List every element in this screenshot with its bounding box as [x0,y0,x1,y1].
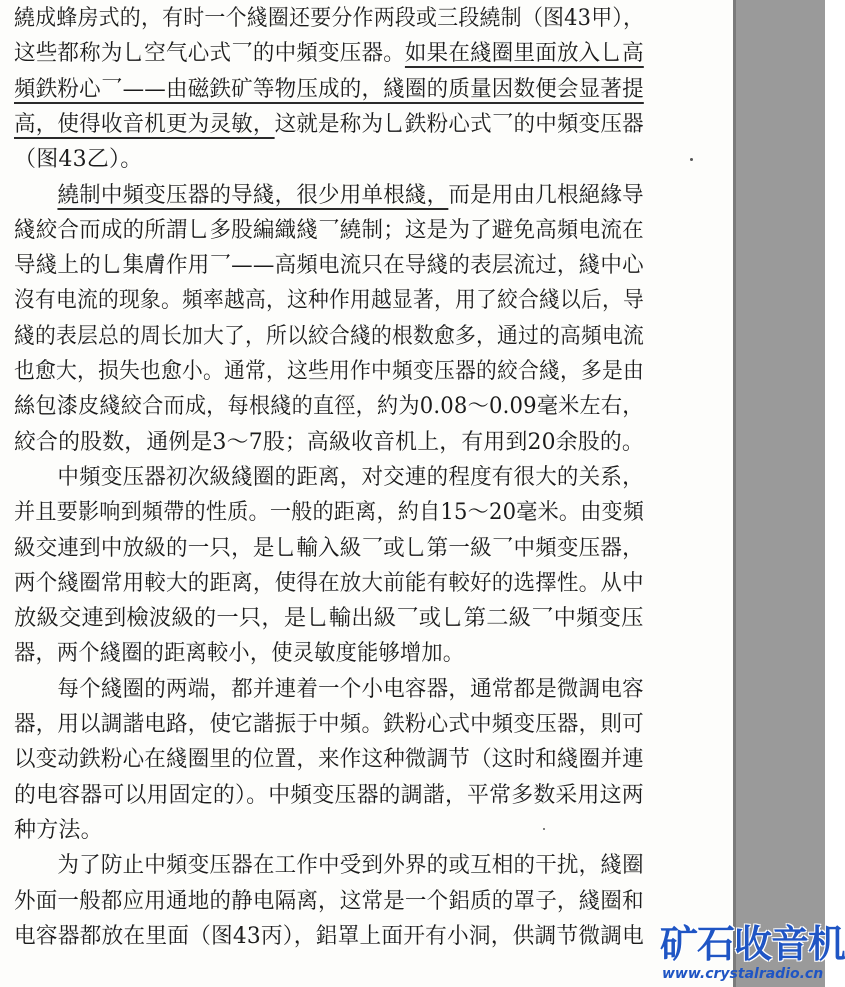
text-line: 綫的表层总的周长加大了，所以絞合綫的根数愈多，通过的高頻电流 [14,323,645,349]
watermark-url: www.crystalradio.cn [662,966,824,982]
text-line: 繞成蜂房式的，有时一个綫圈还要分作两段或三段繞制（图43甲）， [14,6,645,31]
underlined-text: 高，使得收音机更为灵敏， [14,111,275,137]
text-line: 也愈大，损失也愈小。通常，这些用作中頻变压器的絞合綫，多是由 [14,359,645,384]
scan-speck [690,158,693,161]
scan-speck [543,828,545,830]
site-watermark [660,922,845,985]
text-line [14,75,658,105]
text-line: 綫絞合而成的所謂乚多股編織綫乛繞制；这是为了避免高頻电流在 [14,217,644,243]
text-line: 这些都称为乚空气心式乛的中頻变压器。如果在綫圈里面放入乚高 [14,41,644,67]
text-line: 以变动鉄粉心在綫圈里的位置，来作这种微調节（这时和綫圈并連 [14,747,644,773]
text-line: 沒有电流的现象。頻率越高，这种作用越显著，用了絞合綫以后，导 [14,288,645,314]
text-line: 放級交連到檢波級的一只，是乚輸出級乛或乚第二級乛中頻变压 [14,606,644,632]
text-line: 的电容器可以用固定的）。中頻变压器的調諧，平常多数采用这两 [14,782,644,808]
underlined-text: 頻鉄粉心乛——由磁鉄矿等物压成的，綫圈的质量因数便会显著提 [14,76,644,102]
text-line: 器，用以調諧电路，使它諧振于中頻。鉄粉心式中頻变压器，則可 [14,712,644,737]
text-line: （图43乙）。 [14,147,143,173]
text-line: 中頻变压器初次級綫圈的距离，对交連的程度有很大的关系， [14,464,644,490]
text-line: 絞合的股数，通例是3～7股；高級收音机上，有用到20余股的。 [14,429,644,455]
text-line: 两个綫圈常用較大的距离，使得在放大前能有較好的选擇性。从中 [14,570,644,596]
text-line: 器，两个綫圈的距离較小，使灵敏度能够增加。 [14,641,465,667]
text-line: 外面一般都应用通地的静电隔离，这常是一个鋁质的罩子，綫圈和 [14,888,644,914]
text-line: 繞制中頻变压器的导綫，很少用单根綫，而是用由几根絕緣导 [57,182,644,208]
text-line: 电容器都放在里面（图43丙），鋁罩上面开有小洞，供調节微調电 [14,923,644,949]
text-line: 高，使得收音机更为灵敏，这就是称为乚鉄粉心式乛的中頻变压器 [14,111,644,137]
text-line: 导綫上的乚集膚作用乛——高頻电流只在导綫的表层流过，綫中心 [14,253,644,279]
page-gutter [733,0,825,987]
watermark-title: 矿石收音机 [660,922,845,966]
text-line: 并且要影响到頻帶的性质。一般的距离，約自15～20毫米。由变頻 [14,500,645,526]
text-line: 絲包漆皮綫絞合而成，每根綫的直徑，約为0.08～0.09毫米左右， [14,394,644,420]
text-line: 为了防止中頻变压器在工作中受到外界的或互相的干扰，綫圈 [14,853,644,879]
underlined-text: 如果在綫圈里面放入乚高 [404,41,644,67]
underlined-text: 繞制中頻变压器的导綫，很少用单根綫， [57,182,449,208]
page-edge-shadow [733,0,736,987]
text-line: 每个綫圈的两端，都并連着一个小电容器，通常都是微調电容 [14,676,644,702]
text-line: 級交連到中放級的一只，是乚輸入級乛或乚第一級乛中頻变压器， [14,535,644,561]
text-line: 种方法。 [14,817,103,843]
